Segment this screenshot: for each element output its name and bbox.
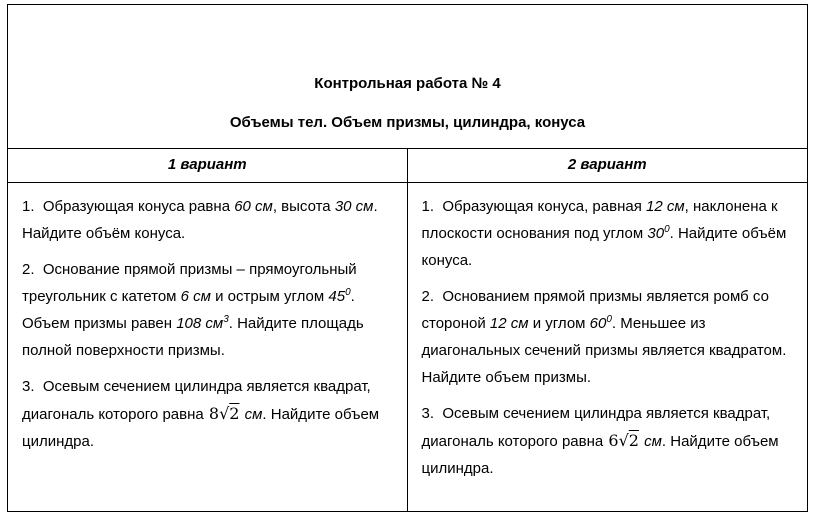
worksheet-subtitle: Объемы тел. Объем призмы, цилиндра, конуса: [229, 114, 586, 131]
problem-2: 2. Основанием прямой призмы является ромб со стороной 12 см и углом $60^0$. Меньшее из диагональных сечений призмы является квадратом. Найдите объем призмы.: [421, 288, 787, 386]
title-cell: [8, 5, 807, 149]
radical-expression: 8√2: [208, 404, 240, 423]
variant-1-problems: [8, 183, 408, 511]
variants-body-row: [8, 183, 807, 511]
problem-3: 3. Осевым сечением цилиндра является квадрат, диагональ которого равна 6√2 см. Найдите объем цилиндра.: [421, 405, 779, 477]
problem-1: 1. Образующая конуса, равная 12 см, наклонена к плоскости основания под углом $30^0$. Найдите объём конуса.: [421, 198, 787, 269]
variant-1-header: 1 вариант: [8, 149, 408, 182]
variant-2-problems: [408, 183, 808, 511]
radical-expression: 6√2: [608, 431, 639, 450]
variant-2-header: 2 вариант: [567, 156, 647, 173]
variants-header-row: [8, 149, 807, 183]
worksheet-title: Контрольная работа № 4: [314, 75, 501, 92]
problem-2: 2. Основание прямой призмы – прямоугольный треугольник с катетом 6 см и острым углом $45^0$. Объем призмы равен 108 $см^3$. Найдите площадь полной поверхности призмы.: [22, 261, 364, 359]
problem-3: 3. Осевым сечением цилиндра является квадрат, диагональ которого равна 8√2 см. Найдите объем цилиндра.: [22, 378, 380, 450]
problem-1: 1. Образующая конуса равна 60 см, высота 30 см. Найдите объём конуса.: [22, 198, 378, 242]
worksheet-table: [7, 4, 808, 512]
